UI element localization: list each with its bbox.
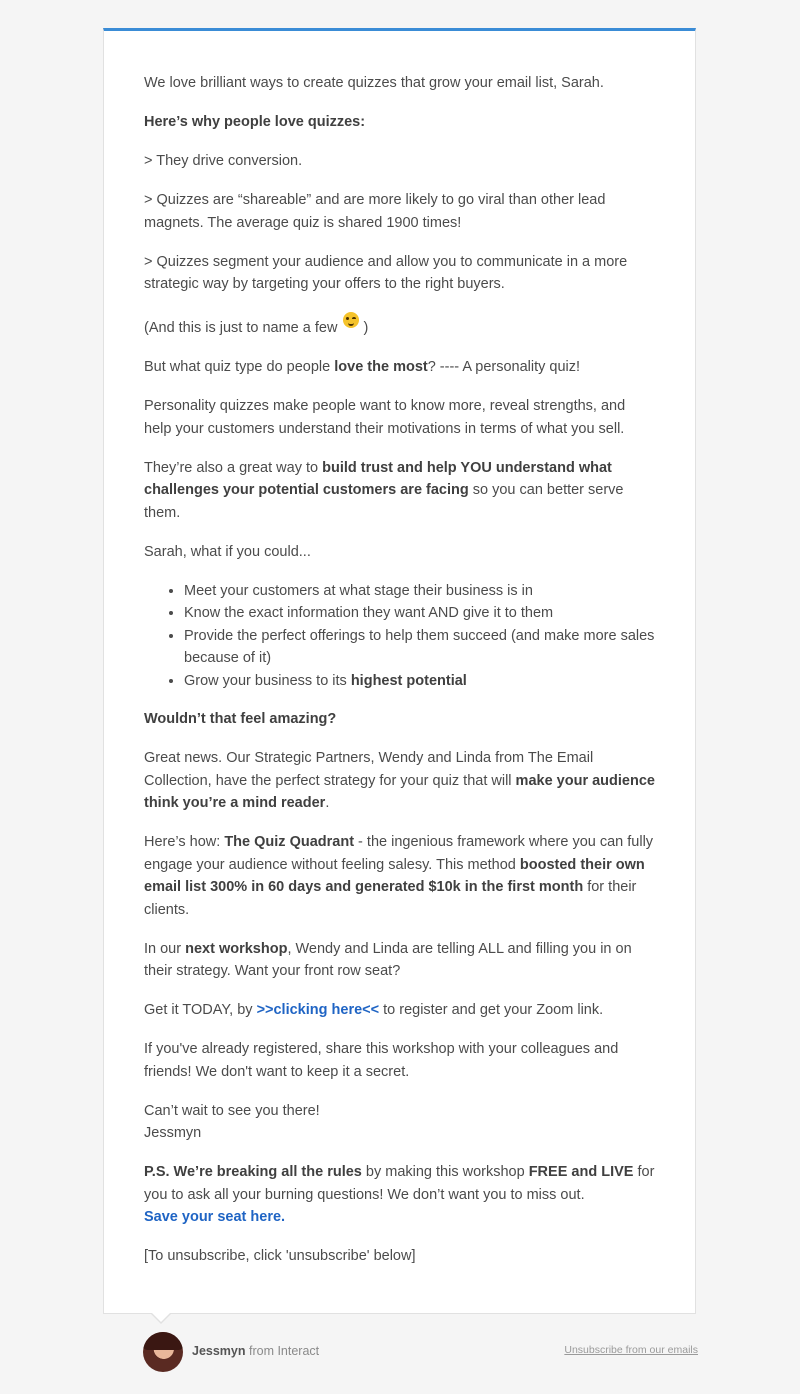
sender-line (192, 1344, 319, 1358)
list-item: • Grow your business to its highest potential (184, 670, 656, 693)
quiz-type-question: But what quiz type do people love the most? ---- A personality quiz! (144, 359, 581, 375)
amazing-heading: Wouldn’t that feel amazing? (144, 711, 337, 727)
trust-paragraph: They’re also a great way to build trust and help YOU understand what challenges your potential customers are facing so you can better serve them. (144, 459, 624, 521)
save-seat-link[interactable]: Save your seat here. (144, 1209, 286, 1225)
wink-emoji-icon (343, 312, 359, 328)
name-a-few: (And this is just to name a few ) (144, 312, 656, 340)
email-body (144, 72, 656, 1284)
greeting: We love brilliant ways to create quizzes that grow your email list, Sarah. (144, 75, 604, 91)
unsubscribe-link[interactable]: Unsubscribe from our emails (564, 1344, 698, 1356)
point-shareable: > Quizzes are “shareable” and are more likely to go viral than other lead magnets. The average quiz is shared 1900 times! (144, 192, 606, 231)
ps-paragraph: P.S. We’re breaking all the rules by making this workshop FREE and LIVE for you to ask all your burning questions! We don’t want you to miss out. Save your seat here. (144, 1164, 655, 1225)
sign-off: Can’t wait to see you there! Jessmyn (144, 1102, 320, 1141)
point-conversion: > They drive conversion. (144, 153, 303, 169)
register-link[interactable]: >>clicking here<< (256, 1002, 380, 1018)
unsubscribe-note: [To unsubscribe, click 'unsubscribe' below] (144, 1248, 416, 1264)
great-news-paragraph: Great news. Our Strategic Partners, Wendy and Linda from The Email Collection, have the perfect strategy for your quiz that will make your audience think you’re a mind reader. (144, 750, 655, 811)
email-footer (143, 1332, 698, 1372)
what-if: Sarah, what if you could... (144, 543, 311, 560)
point-segment: > Quizzes segment your audience and allow you to communicate in a more strategic way by targeting your offers to the right buyers. (144, 253, 628, 292)
avatar (143, 1332, 183, 1372)
list-item: • Provide the perfect offerings to help them succeed (and make more sales because of it) (184, 625, 656, 670)
get-it-paragraph: Get it TODAY, by >>clicking here<< to register and get your Zoom link. (144, 1002, 604, 1018)
card-pointer-fill (151, 1312, 171, 1322)
why-heading: Here’s why people love quizzes: (144, 114, 366, 130)
sender-from: from Interact (245, 1344, 320, 1358)
workshop-paragraph: In our next workshop, Wendy and Linda are telling ALL and filling you in on their strategy. Want your front row seat? (144, 940, 632, 979)
how-paragraph: Here’s how: The Quiz Quadrant - the ingenious framework where you can fully engage your audience without feeling salesy. This method boosted their own email list 300% in 60 days and generated $10k in the first month for their clients. (144, 834, 654, 918)
list-item: • Meet your customers at what stage their business is in (184, 580, 656, 603)
sender-name: Jessmyn (192, 1344, 246, 1358)
email-card (103, 28, 696, 1314)
registered-paragraph: If you've already registered, share this workshop with your colleagues and friends! We don't want to keep it a secret. (144, 1041, 619, 1080)
signature: Jessmyn (144, 1125, 202, 1141)
list-item: • Know the exact information they want AND give it to them (184, 602, 656, 625)
personality-paragraph: Personality quizzes make people want to know more, reveal strengths, and help your customers understand their motivations in terms of what you sell. (144, 398, 626, 437)
benefits-list (144, 580, 656, 693)
